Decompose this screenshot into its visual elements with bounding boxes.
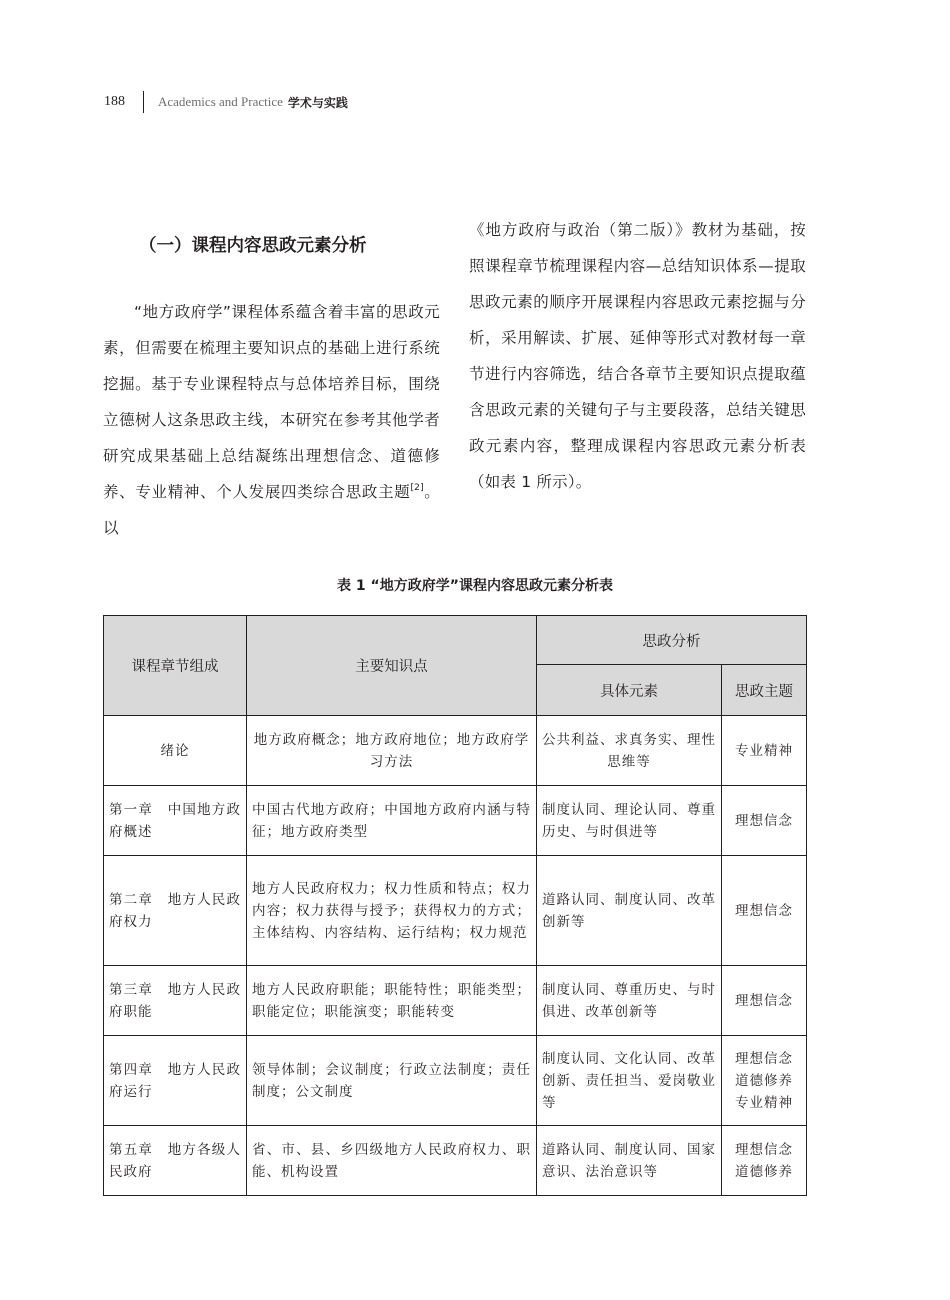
header-elements: 具体元素 bbox=[537, 665, 722, 716]
table-row bbox=[104, 1126, 807, 1196]
cell-theme: 理想信念 道德修养 专业精神 bbox=[722, 1036, 807, 1126]
cell-elements: 制度认同、文化认同、改革创新、责任担当、爱岗敬业等 bbox=[537, 1036, 722, 1126]
cell-theme: 专业精神 bbox=[722, 716, 807, 786]
right-column bbox=[469, 212, 806, 500]
table-row bbox=[104, 966, 807, 1036]
cell-knowledge: 领导体制；会议制度；行政立法制度；责任制度；公文制度 bbox=[247, 1036, 537, 1126]
cell-knowledge: 地方人民政府权力；权力性质和特点；权力内容；权力获得与授予；获得权力的方式；主体结构、内容结构、运行结构；权力规范 bbox=[247, 856, 537, 966]
cell-theme: 理想信念 bbox=[722, 966, 807, 1036]
cell-theme: 理想信念 bbox=[722, 856, 807, 966]
cell-elements: 制度认同、尊重历史、与时俱进、改革创新等 bbox=[537, 966, 722, 1036]
header-theme: 思政主题 bbox=[722, 665, 807, 716]
cell-knowledge: 省、市、县、乡四级地方人民政府权力、职能、机构设置 bbox=[247, 1126, 537, 1196]
cell-elements: 制度认同、理论认同、尊重历史、与时俱进等 bbox=[537, 786, 722, 856]
cell-chapter: 第三章 地方人民政府职能 bbox=[104, 966, 247, 1036]
cell-knowledge: 地方人民政府职能；职能特性；职能类型；职能定位；职能演变；职能转变 bbox=[247, 966, 537, 1036]
body-paragraph-right: 《地方政府与政治（第二版）》教材为基础，按照课程章节梳理课程内容—总结知识体系—提取思政元素的顺序开展课程内容思政元素挖掘与分析，采用解读、扩展、延伸等形式对教材每一章节进行内容筛选，结合各章节主要知识点提取蕴含思政元素的关键句子与主要段落，总结关键思政元素内容，整理成课程内容思政元素分析表（如表 1 所示）。 bbox=[469, 221, 806, 491]
paragraph-text-tail: 。以 bbox=[103, 483, 440, 537]
paragraph-text: “地方政府学”课程体系蕴含着丰富的思政元素，但需要在梳理主要知识点的基础上进行系统挖掘。基于专业课程特点与总体培养目标，围绕立德树人这条思政主线，本研究在参考其他学者研究成果基础上总结凝练出理想信念、道德修养、专业精神、个人发展四类综合思政主题 bbox=[103, 303, 440, 501]
cell-chapter: 第二章 地方人民政府权力 bbox=[104, 856, 247, 966]
table-row bbox=[104, 716, 807, 786]
header-divider bbox=[143, 91, 144, 113]
header-knowledge: 主要知识点 bbox=[247, 616, 537, 716]
table-caption: 表 1 “地方政府学”课程内容思政元素分析表 bbox=[337, 578, 613, 594]
cell-knowledge: 地方政府概念；地方政府地位；地方政府学习方法 bbox=[247, 716, 537, 786]
running-header bbox=[104, 92, 348, 112]
table-header-row bbox=[104, 616, 807, 665]
table-row bbox=[104, 856, 807, 966]
cell-chapter: 第五章 地方各级人民政府 bbox=[104, 1126, 247, 1196]
analysis-table bbox=[103, 615, 807, 1196]
header-analysis: 思政分析 bbox=[537, 616, 807, 665]
cell-elements: 道路认同、制度认同、国家意识、法治意识等 bbox=[537, 1126, 722, 1196]
cell-knowledge: 中国古代地方政府；中国地方政府内涵与特征；地方政府类型 bbox=[247, 786, 537, 856]
table-row bbox=[104, 1036, 807, 1126]
cell-chapter: 绪论 bbox=[104, 716, 247, 786]
left-column bbox=[103, 212, 440, 546]
cell-theme: 理想信念 道德修养 bbox=[722, 1126, 807, 1196]
section-heading: （一）课程内容思政元素分析 bbox=[139, 236, 367, 256]
header-chapter: 课程章节组成 bbox=[104, 616, 247, 716]
journal-name-en: Academics and Practice bbox=[158, 94, 283, 109]
table-row bbox=[104, 786, 807, 856]
cell-theme: 理想信念 bbox=[722, 786, 807, 856]
cell-chapter: 第一章 中国地方政府概述 bbox=[104, 786, 247, 856]
page-number: 188 bbox=[104, 94, 125, 109]
journal-name-cn: 学术与实践 bbox=[287, 95, 348, 110]
cell-elements: 道路认同、制度认同、改革创新等 bbox=[537, 856, 722, 966]
cell-elements: 公共利益、求真务实、理性思维等 bbox=[537, 716, 722, 786]
citation-ref: [2] bbox=[410, 483, 424, 493]
cell-chapter: 第四章 地方人民政府运行 bbox=[104, 1036, 247, 1126]
body-paragraph-left bbox=[103, 294, 440, 546]
